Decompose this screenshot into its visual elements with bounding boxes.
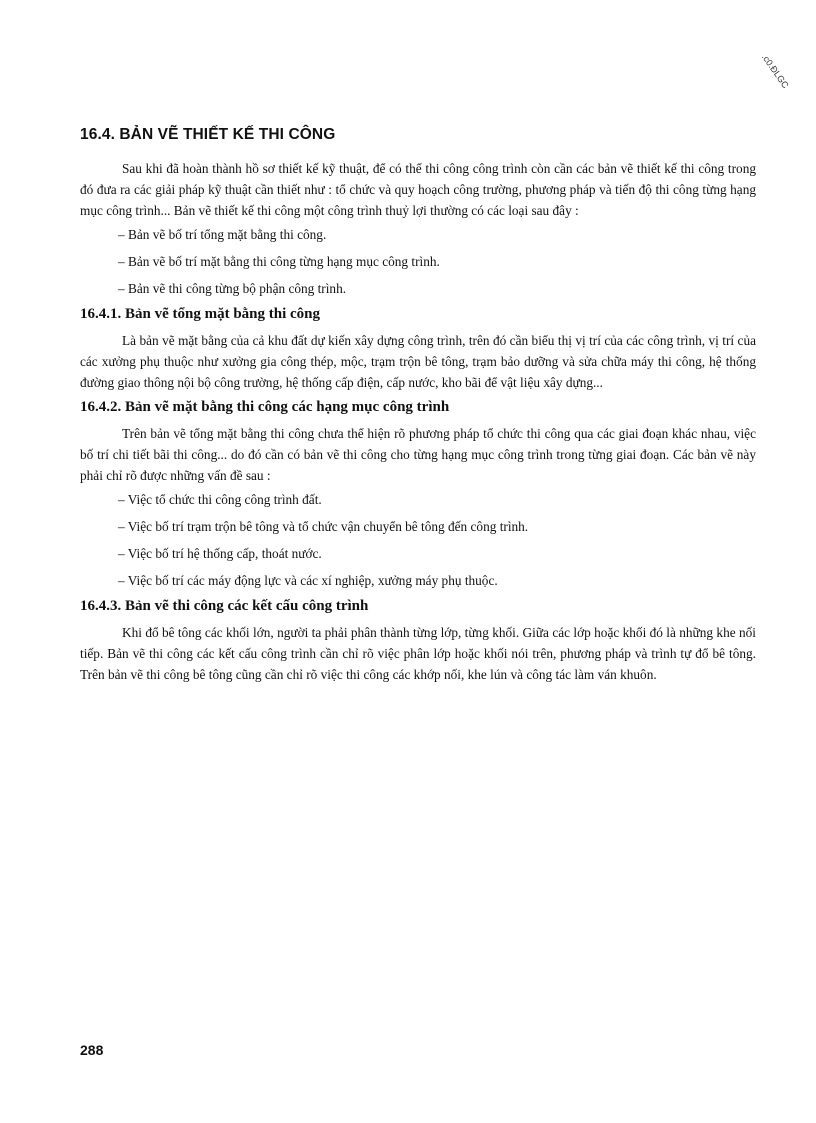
- section-heading-16-4-2: 16.4.2. Bản vẽ mặt bằng thi công các hạng mục công trình: [80, 399, 450, 415]
- list-item: – Bản vẽ thi công từng bộ phận công trình.: [118, 281, 347, 296]
- section-heading-16-4: 16.4. BẢN VẼ THIẾT KẾ THI CÔNG: [80, 126, 336, 143]
- list-item: – Bản vẽ bố trí tổng mặt bằng thi công.: [118, 227, 327, 242]
- section-3-paragraph: Khi đổ bê tông các khối lớn, người ta phải phân thành từng lớp, từng khối. Giữa các lớp hoặc khối đó là những khe nối tiếp. Bản vẽ thi công các kết cấu công trình cần chỉ rõ việc phân lớp hoặc khối nói trên, phương pháp và trình tự đổ bê tông. Trên bản vẽ thi công bê tông cũng cần chỉ rõ việc thi công các khớp nối, khe lún và công tác làm ván khuôn.: [80, 625, 756, 682]
- list-item: – Việc bố trí trạm trộn bê tông và tổ chức vận chuyển bê tông đến công trình.: [118, 519, 529, 534]
- list-item: – Bản vẽ bố trí mặt bằng thi công từng hạng mục công trình.: [118, 254, 440, 269]
- page-content: [80, 126, 756, 689]
- intro-bullet-list: [80, 225, 756, 299]
- section-2-bullet-list: [80, 490, 756, 591]
- intro-paragraph: Sau khi đã hoàn thành hồ sơ thiết kế kỹ thuật, để có thể thi công công trình còn cần các bản vẽ thiết kế thi công trong đó đưa ra các giải pháp kỹ thuật cần thiết như : tổ chức và quy hoạch công trường, phương pháp và tiến độ thi công từng hạng mục công trình... Bản vẽ thiết kế thi công một công trình thuỷ lợi thường có các loại sau đây :: [80, 161, 756, 218]
- list-item: – Việc tổ chức thi công công trình đất.: [118, 492, 322, 507]
- corner-stamp: .c0.ĐLGC: [759, 52, 791, 91]
- section-heading-16-4-3: 16.4.3. Bản vẽ thi công các kết cấu công trình: [80, 598, 369, 614]
- list-item: – Việc bố trí hệ thống cấp, thoát nước.: [118, 546, 322, 561]
- section-2-paragraph: Trên bản vẽ tổng mặt bằng thi công chưa thể hiện rõ phương pháp tổ chức thi công qua các giai đoạn khác nhau, việc bố trí chi tiết bãi thi công... do đó cần có bản vẽ thi công cho từng hạng mục công trình trong từng giai đoạn. Các bản vẽ này phải chỉ rõ được những vấn đề sau :: [80, 426, 756, 483]
- list-item: – Việc bố trí các máy động lực và các xí nghiệp, xưởng máy phụ thuộc.: [118, 573, 498, 588]
- page-number: 288: [80, 1042, 104, 1058]
- section-1-paragraph: Là bản vẽ mặt bằng của cả khu đất dự kiến xây dựng công trình, trên đó cần biểu thị vị trí của các công trình, vị trí của các xưởng phụ thuộc như xưởng gia công thép, mộc, trạm trộn bê tông, trạm bảo dưỡng và sửa chữa máy thi công, hệ thống đường giao thông nội bộ công trường, hệ thống cấp điện, cấp nước, kho bãi để vật liệu xây dựng...: [80, 333, 756, 390]
- section-heading-16-4-1: 16.4.1. Bản vẽ tổng mặt bằng thi công: [80, 306, 321, 322]
